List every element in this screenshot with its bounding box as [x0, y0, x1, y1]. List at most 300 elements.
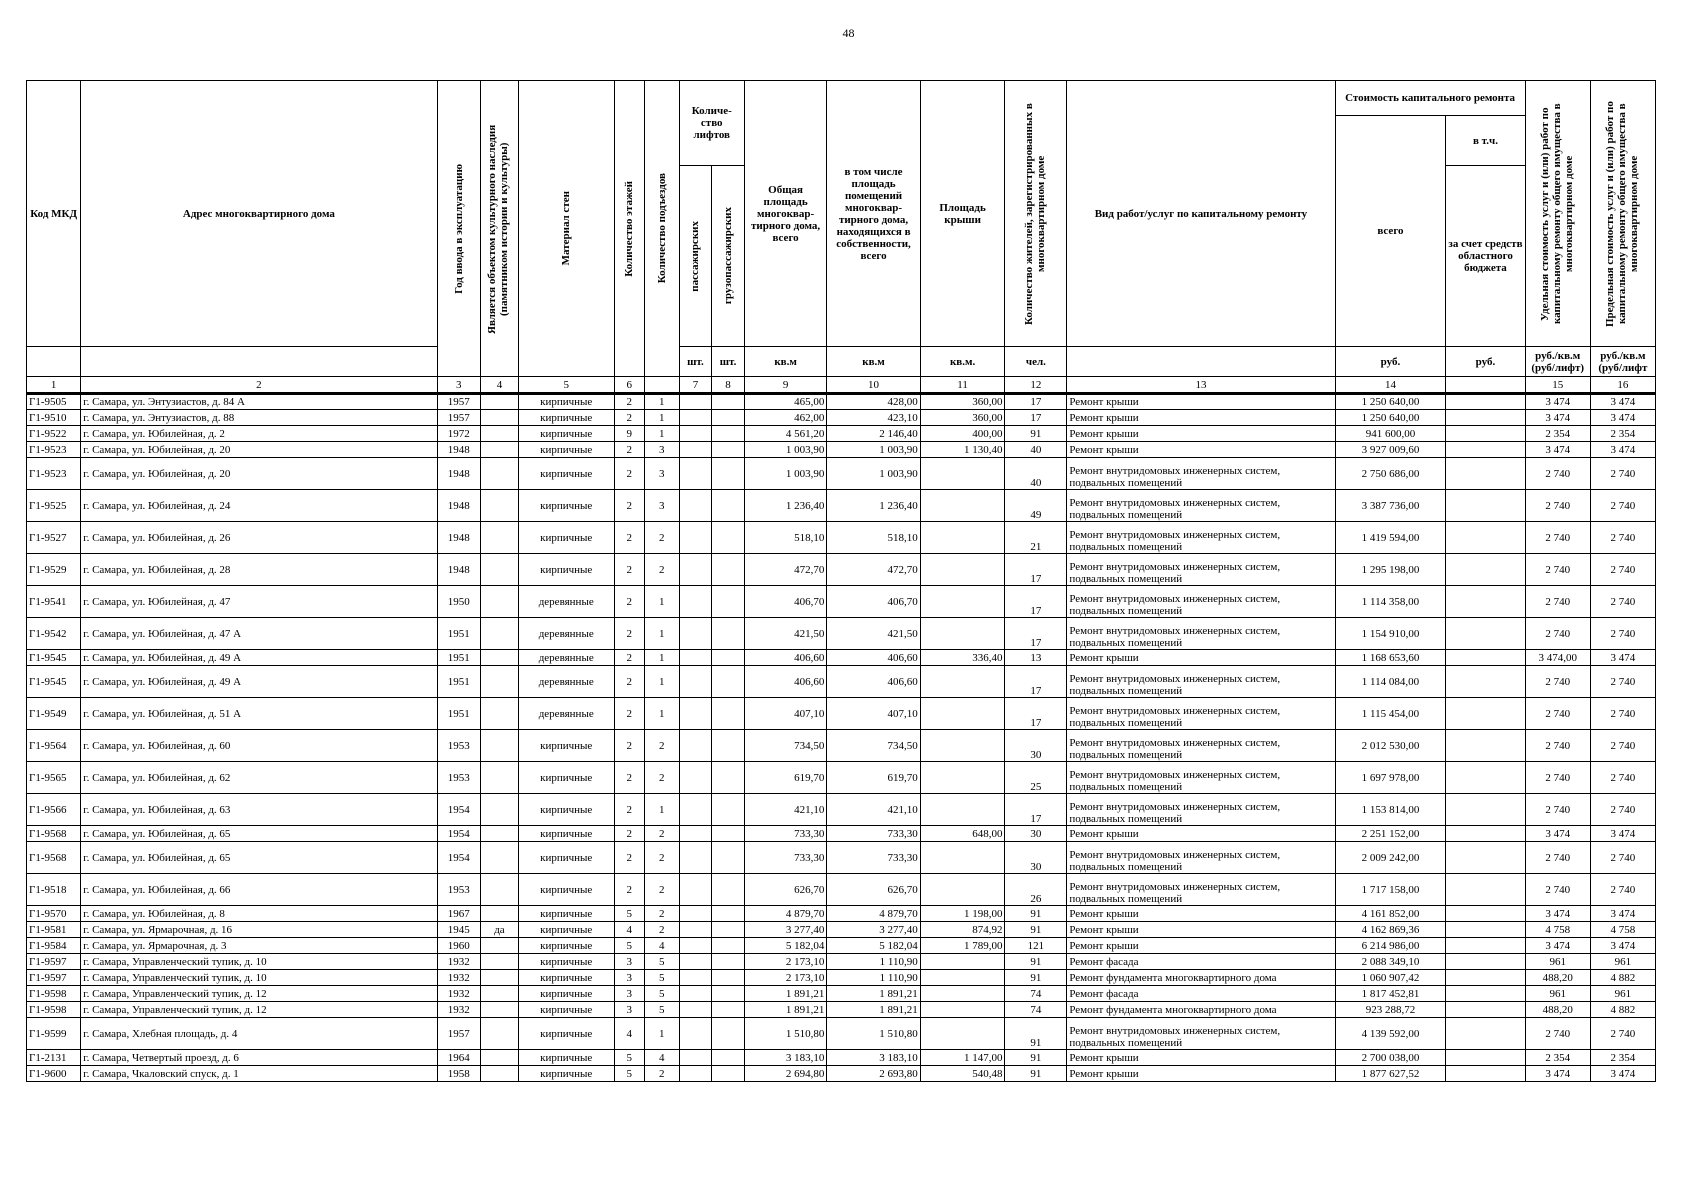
cell-max-cost: 961	[1590, 986, 1655, 1002]
cell-max-cost: 3 474	[1590, 938, 1655, 954]
cell-lifts-cargo	[712, 922, 745, 938]
cell-cost-regional	[1446, 586, 1525, 618]
cell-year: 1957	[437, 394, 480, 410]
cell-code: Г1-9566	[27, 794, 81, 826]
cell-cost-regional	[1446, 442, 1525, 458]
cell-heritage	[480, 618, 518, 650]
header-lifts: Количе- ство лифтов	[679, 81, 744, 166]
cell-unit-cost: 3 474,00	[1525, 650, 1590, 666]
cell-heritage	[480, 490, 518, 522]
cell-cost-regional	[1446, 938, 1525, 954]
cell-residents: 91	[1005, 922, 1067, 938]
header-entrances-text: Количество подъездов	[655, 173, 668, 284]
cell-total-area: 619,70	[744, 762, 827, 794]
cell-roof-area	[920, 586, 1005, 618]
cell-cost-regional	[1446, 458, 1525, 490]
header-lifts-passenger	[679, 166, 712, 347]
cell-year: 1932	[437, 954, 480, 970]
header-owned-area: в том числе площадь помещений многоквар- тирного дома, находящихся в собственности, всего	[827, 81, 920, 347]
cell-total-area: 734,50	[744, 730, 827, 762]
cell-owned-area: 406,60	[827, 650, 920, 666]
cell-heritage	[480, 522, 518, 554]
cell-residents: 17	[1005, 698, 1067, 730]
column-number: 14	[1335, 377, 1446, 394]
cell-lifts-passenger	[679, 826, 712, 842]
cell-cost-regional	[1446, 842, 1525, 874]
cell-max-cost: 4 758	[1590, 922, 1655, 938]
cell-roof-area	[920, 490, 1005, 522]
cell-heritage	[480, 906, 518, 922]
cell-material: кирпичные	[518, 794, 614, 826]
cell-work-type: Ремонт крыши	[1067, 938, 1335, 954]
cell-owned-area: 1 236,40	[827, 490, 920, 522]
table-row	[27, 522, 1656, 554]
table-row	[27, 554, 1656, 586]
cell-entrances: 2	[644, 554, 679, 586]
table-row	[27, 458, 1656, 490]
cell-material: кирпичные	[518, 1050, 614, 1066]
cell-max-cost: 3 474	[1590, 906, 1655, 922]
cell-address: г. Самара, ул. Юбилейная, д. 49 А	[81, 666, 437, 698]
cell-owned-area: 2 693,80	[827, 1066, 920, 1082]
cell-lifts-cargo	[712, 458, 745, 490]
cell-residents: 74	[1005, 986, 1067, 1002]
cell-owned-area: 3 183,10	[827, 1050, 920, 1066]
cell-code: Г1-2131	[27, 1050, 81, 1066]
cell-lifts-cargo	[712, 906, 745, 922]
cell-total-area: 421,50	[744, 618, 827, 650]
table-header	[27, 81, 1656, 394]
cell-code: Г1-9545	[27, 650, 81, 666]
header-lifts-passenger-text: пассажирских	[689, 220, 702, 292]
cell-cost-total: 3 387 736,00	[1335, 490, 1446, 522]
cell-residents: 91	[1005, 1066, 1067, 1082]
cell-lifts-cargo	[712, 794, 745, 826]
header-unit-cost	[1525, 81, 1590, 347]
cell-material: кирпичные	[518, 394, 614, 410]
cell-max-cost: 2 354	[1590, 1050, 1655, 1066]
table-row	[27, 586, 1656, 618]
cell-unit-cost: 2 740	[1525, 730, 1590, 762]
cell-lifts-passenger	[679, 906, 712, 922]
table-row	[27, 1066, 1656, 1082]
cell-work-type: Ремонт внутридомовых инженерных систем, подвальных помещений	[1067, 666, 1335, 698]
cell-cost-total: 1 114 084,00	[1335, 666, 1446, 698]
cell-owned-area: 626,70	[827, 874, 920, 906]
cell-cost-regional	[1446, 762, 1525, 794]
cell-lifts-cargo	[712, 938, 745, 954]
cell-roof-area: 1 147,00	[920, 1050, 1005, 1066]
cell-year: 1972	[437, 426, 480, 442]
cell-entrances: 3	[644, 442, 679, 458]
header-cost-incl: в т.ч.	[1446, 116, 1525, 166]
table-row	[27, 394, 1656, 410]
cell-lifts-passenger	[679, 458, 712, 490]
cell-max-cost: 2 740	[1590, 490, 1655, 522]
cell-work-type: Ремонт фундамента многоквартирного дома	[1067, 1002, 1335, 1018]
table-row	[27, 698, 1656, 730]
cell-cost-regional	[1446, 730, 1525, 762]
cell-total-area: 472,70	[744, 554, 827, 586]
cell-owned-area: 406,70	[827, 586, 920, 618]
cell-material: кирпичные	[518, 554, 614, 586]
cell-work-type: Ремонт внутридомовых инженерных систем, подвальных помещений	[1067, 874, 1335, 906]
cell-lifts-passenger	[679, 842, 712, 874]
table-row	[27, 1018, 1656, 1050]
page-number: 48	[842, 26, 855, 40]
cell-code: Г1-9510	[27, 410, 81, 426]
cell-address: г. Самара, ул. Юбилейная, д. 66	[81, 874, 437, 906]
cell-heritage	[480, 842, 518, 874]
cell-year: 1967	[437, 906, 480, 922]
cell-cost-total: 2 012 530,00	[1335, 730, 1446, 762]
cell-heritage	[480, 1002, 518, 1018]
cell-owned-area: 1 003,90	[827, 458, 920, 490]
cell-heritage	[480, 970, 518, 986]
cell-lifts-cargo	[712, 826, 745, 842]
cell-work-type: Ремонт крыши	[1067, 394, 1335, 410]
cell-roof-area	[920, 458, 1005, 490]
cell-heritage: да	[480, 922, 518, 938]
cell-roof-area: 360,00	[920, 394, 1005, 410]
cell-year: 1932	[437, 970, 480, 986]
cell-max-cost: 2 740	[1590, 586, 1655, 618]
cell-total-area: 406,60	[744, 650, 827, 666]
cell-entrances: 2	[644, 842, 679, 874]
cell-unit-cost: 3 474	[1525, 1066, 1590, 1082]
cell-cost-regional	[1446, 906, 1525, 922]
cell-lifts-cargo	[712, 426, 745, 442]
cell-work-type: Ремонт внутридомовых инженерных систем, подвальных помещений	[1067, 586, 1335, 618]
cell-unit-cost: 2 740	[1525, 618, 1590, 650]
cell-code: Г1-9527	[27, 522, 81, 554]
cell-floors: 3	[614, 970, 644, 986]
cell-year: 1951	[437, 618, 480, 650]
cell-code: Г1-9505	[27, 394, 81, 410]
cell-year: 1951	[437, 650, 480, 666]
cell-entrances: 2	[644, 730, 679, 762]
cell-max-cost: 2 740	[1590, 794, 1655, 826]
cell-roof-area	[920, 1002, 1005, 1018]
cell-unit-cost: 2 740	[1525, 458, 1590, 490]
cell-total-area: 1 891,21	[744, 986, 827, 1002]
cell-cost-regional	[1446, 1018, 1525, 1050]
cell-cost-regional	[1446, 554, 1525, 586]
header-residents	[1005, 81, 1067, 347]
table-row	[27, 1002, 1656, 1018]
cell-max-cost: 2 740	[1590, 666, 1655, 698]
cell-year: 1932	[437, 1002, 480, 1018]
cell-material: кирпичные	[518, 874, 614, 906]
cell-address: г. Самара, ул. Юбилейная, д. 65	[81, 842, 437, 874]
cell-lifts-passenger	[679, 874, 712, 906]
cell-code: Г1-9549	[27, 698, 81, 730]
cell-heritage	[480, 938, 518, 954]
cell-cost-total: 1 717 158,00	[1335, 874, 1446, 906]
header-entrances	[644, 81, 679, 377]
cell-code: Г1-9598	[27, 1002, 81, 1018]
cell-material: кирпичные	[518, 442, 614, 458]
column-number: 8	[712, 377, 745, 394]
cell-address: г. Самара, ул. Юбилейная, д. 65	[81, 826, 437, 842]
cell-owned-area: 428,00	[827, 394, 920, 410]
cell-residents: 40	[1005, 458, 1067, 490]
cell-lifts-passenger	[679, 970, 712, 986]
cell-total-area: 2 173,10	[744, 970, 827, 986]
cell-unit-cost: 2 740	[1525, 554, 1590, 586]
cell-unit-cost: 2 354	[1525, 426, 1590, 442]
cell-lifts-cargo	[712, 666, 745, 698]
cell-year: 1953	[437, 874, 480, 906]
cell-material: деревянные	[518, 698, 614, 730]
cell-material: кирпичные	[518, 490, 614, 522]
cell-heritage	[480, 650, 518, 666]
cell-work-type: Ремонт внутридомовых инженерных систем, подвальных помещений	[1067, 794, 1335, 826]
cell-code: Г1-9565	[27, 762, 81, 794]
cell-cost-total: 4 161 852,00	[1335, 906, 1446, 922]
header-code: Код МКД	[27, 81, 81, 347]
cell-residents: 17	[1005, 554, 1067, 586]
cell-max-cost: 2 740	[1590, 554, 1655, 586]
cell-cost-total: 1 154 910,00	[1335, 618, 1446, 650]
cell-cost-total: 1 877 627,52	[1335, 1066, 1446, 1082]
cell-address: г. Самара, ул. Юбилейная, д. 24	[81, 490, 437, 522]
cell-owned-area: 421,50	[827, 618, 920, 650]
cell-address: г. Самара, Хлебная площадь, д. 4	[81, 1018, 437, 1050]
cell-unit-cost: 2 740	[1525, 586, 1590, 618]
cell-material: кирпичные	[518, 970, 614, 986]
cell-work-type: Ремонт фасада	[1067, 954, 1335, 970]
header-lifts-cargo-text: грузопассажирских	[722, 207, 735, 305]
cell-lifts-passenger	[679, 410, 712, 426]
cell-cost-regional	[1446, 618, 1525, 650]
cell-code: Г1-9597	[27, 954, 81, 970]
cell-roof-area	[920, 698, 1005, 730]
cell-entrances: 1	[644, 586, 679, 618]
cell-year: 1948	[437, 442, 480, 458]
cell-material: кирпичные	[518, 1018, 614, 1050]
cell-lifts-cargo	[712, 490, 745, 522]
cell-heritage	[480, 554, 518, 586]
cell-material: деревянные	[518, 586, 614, 618]
cell-total-area: 406,60	[744, 666, 827, 698]
cell-address: г. Самара, ул. Юбилейная, д. 60	[81, 730, 437, 762]
table-row	[27, 618, 1656, 650]
cell-code: Г1-9568	[27, 826, 81, 842]
cell-entrances: 1	[644, 666, 679, 698]
cell-roof-area: 1 198,00	[920, 906, 1005, 922]
cell-lifts-cargo	[712, 698, 745, 730]
cell-work-type: Ремонт внутридомовых инженерных систем, подвальных помещений	[1067, 458, 1335, 490]
table-row	[27, 650, 1656, 666]
cell-address: г. Самара, ул. Ярмарочная, д. 16	[81, 922, 437, 938]
cell-material: кирпичные	[518, 954, 614, 970]
cell-lifts-cargo	[712, 554, 745, 586]
cell-entrances: 5	[644, 1002, 679, 1018]
cell-residents: 74	[1005, 1002, 1067, 1018]
cell-code: Г1-9581	[27, 922, 81, 938]
table-row	[27, 922, 1656, 938]
cell-work-type: Ремонт фундамента многоквартирного дома	[1067, 970, 1335, 986]
cell-work-type: Ремонт крыши	[1067, 426, 1335, 442]
cell-residents: 17	[1005, 618, 1067, 650]
cell-work-type: Ремонт внутридомовых инженерных систем, подвальных помещений	[1067, 554, 1335, 586]
cell-entrances: 5	[644, 970, 679, 986]
cell-owned-area: 734,50	[827, 730, 920, 762]
cell-year: 1957	[437, 410, 480, 426]
cell-unit-cost: 2 740	[1525, 698, 1590, 730]
cell-lifts-passenger	[679, 730, 712, 762]
cell-total-area: 462,00	[744, 410, 827, 426]
cell-work-type: Ремонт крыши	[1067, 410, 1335, 426]
cell-unit-cost: 3 474	[1525, 906, 1590, 922]
cell-cost-total: 941 600,00	[1335, 426, 1446, 442]
cell-cost-total: 1 250 640,00	[1335, 394, 1446, 410]
cell-residents: 17	[1005, 410, 1067, 426]
cell-floors: 5	[614, 906, 644, 922]
cell-total-area: 518,10	[744, 522, 827, 554]
cell-lifts-passenger	[679, 1002, 712, 1018]
cell-max-cost: 2 740	[1590, 618, 1655, 650]
cell-residents: 17	[1005, 586, 1067, 618]
cell-owned-area: 1 110,90	[827, 954, 920, 970]
cell-code: Г1-9523	[27, 458, 81, 490]
cell-address: г. Самара, ул. Юбилейная, д. 26	[81, 522, 437, 554]
unit-address	[81, 347, 437, 377]
cell-cost-total: 923 288,72	[1335, 1002, 1446, 1018]
cell-lifts-passenger	[679, 522, 712, 554]
cell-owned-area: 3 277,40	[827, 922, 920, 938]
cell-floors: 5	[614, 938, 644, 954]
cell-max-cost: 2 740	[1590, 842, 1655, 874]
cell-unit-cost: 3 474	[1525, 394, 1590, 410]
cell-entrances: 4	[644, 1050, 679, 1066]
cell-total-area: 1 003,90	[744, 442, 827, 458]
cell-code: Г1-9529	[27, 554, 81, 586]
cell-cost-regional	[1446, 1066, 1525, 1082]
column-number: 15	[1525, 377, 1590, 394]
cell-total-area: 4 879,70	[744, 906, 827, 922]
cell-address: г. Самара, Управленческий тупик, д. 12	[81, 1002, 437, 1018]
cell-total-area: 407,10	[744, 698, 827, 730]
cell-lifts-passenger	[679, 618, 712, 650]
column-number: 3	[437, 377, 480, 394]
cell-year: 1954	[437, 826, 480, 842]
cell-floors: 2	[614, 554, 644, 586]
cell-cost-regional	[1446, 426, 1525, 442]
column-number: 6	[614, 377, 644, 394]
header-roof-area: Площадь крыши	[920, 81, 1005, 347]
cell-heritage	[480, 586, 518, 618]
cell-total-area: 3 277,40	[744, 922, 827, 938]
cell-heritage	[480, 666, 518, 698]
cell-lifts-passenger	[679, 1066, 712, 1082]
cell-lifts-cargo	[712, 650, 745, 666]
cell-material: деревянные	[518, 618, 614, 650]
cell-residents: 91	[1005, 1050, 1067, 1066]
cell-material: кирпичные	[518, 906, 614, 922]
cell-entrances: 1	[644, 410, 679, 426]
cell-unit-cost: 3 474	[1525, 826, 1590, 842]
cell-material: кирпичные	[518, 1066, 614, 1082]
cell-residents: 17	[1005, 794, 1067, 826]
cell-entrances: 1	[644, 698, 679, 730]
cell-address: г. Самара, Управленческий тупик, д. 12	[81, 986, 437, 1002]
cell-lifts-cargo	[712, 1050, 745, 1066]
header-unit-cost-text: Удельная стоимость услуг и (или) работ по капитальному ремонту общего имущества в многоквартирном доме	[1538, 103, 1575, 324]
cell-cost-total: 1 114 358,00	[1335, 586, 1446, 618]
table-row	[27, 874, 1656, 906]
cell-floors: 2	[614, 410, 644, 426]
cell-material: кирпичные	[518, 1002, 614, 1018]
cell-year: 1948	[437, 522, 480, 554]
cell-owned-area: 1 510,80	[827, 1018, 920, 1050]
cell-residents: 13	[1005, 650, 1067, 666]
cell-unit-cost: 3 474	[1525, 938, 1590, 954]
cell-year: 1960	[437, 938, 480, 954]
cell-floors: 4	[614, 1018, 644, 1050]
cell-code: Г1-9523	[27, 442, 81, 458]
cell-floors: 2	[614, 698, 644, 730]
cell-floors: 2	[614, 618, 644, 650]
cell-max-cost: 3 474	[1590, 442, 1655, 458]
cell-lifts-cargo	[712, 954, 745, 970]
cell-heritage	[480, 874, 518, 906]
cell-cost-total: 1 419 594,00	[1335, 522, 1446, 554]
cell-lifts-passenger	[679, 986, 712, 1002]
cell-owned-area: 2 146,40	[827, 426, 920, 442]
cell-cost-regional	[1446, 490, 1525, 522]
cell-entrances: 1	[644, 650, 679, 666]
cell-lifts-cargo	[712, 762, 745, 794]
cell-lifts-cargo	[712, 1066, 745, 1082]
cell-total-area: 4 561,20	[744, 426, 827, 442]
cell-floors: 2	[614, 794, 644, 826]
cell-unit-cost: 2 740	[1525, 666, 1590, 698]
cell-unit-cost: 961	[1525, 954, 1590, 970]
cell-code: Г1-9545	[27, 666, 81, 698]
table-row	[27, 490, 1656, 522]
cell-cost-regional	[1446, 954, 1525, 970]
cell-roof-area	[920, 842, 1005, 874]
cell-lifts-passenger	[679, 490, 712, 522]
cell-floors: 2	[614, 762, 644, 794]
cell-max-cost: 961	[1590, 954, 1655, 970]
cell-lifts-cargo	[712, 394, 745, 410]
cell-cost-regional	[1446, 794, 1525, 826]
cell-address: г. Самара, ул. Юбилейная, д. 20	[81, 458, 437, 490]
cell-heritage	[480, 762, 518, 794]
cell-total-area: 733,30	[744, 842, 827, 874]
cell-heritage	[480, 426, 518, 442]
cell-work-type: Ремонт внутридомовых инженерных систем, подвальных помещений	[1067, 698, 1335, 730]
cell-roof-area	[920, 522, 1005, 554]
cell-lifts-cargo	[712, 1002, 745, 1018]
cell-work-type: Ремонт крыши	[1067, 826, 1335, 842]
cell-max-cost: 2 740	[1590, 762, 1655, 794]
table-row	[27, 842, 1656, 874]
column-number: 2	[81, 377, 437, 394]
header-floors	[614, 81, 644, 377]
cell-address: г. Самара, ул. Юбилейная, д. 28	[81, 554, 437, 586]
cell-material: кирпичные	[518, 842, 614, 874]
cell-residents: 21	[1005, 522, 1067, 554]
cell-owned-area: 5 182,04	[827, 938, 920, 954]
table-row	[27, 906, 1656, 922]
header-year	[437, 81, 480, 377]
cell-floors: 2	[614, 874, 644, 906]
table-row	[27, 442, 1656, 458]
